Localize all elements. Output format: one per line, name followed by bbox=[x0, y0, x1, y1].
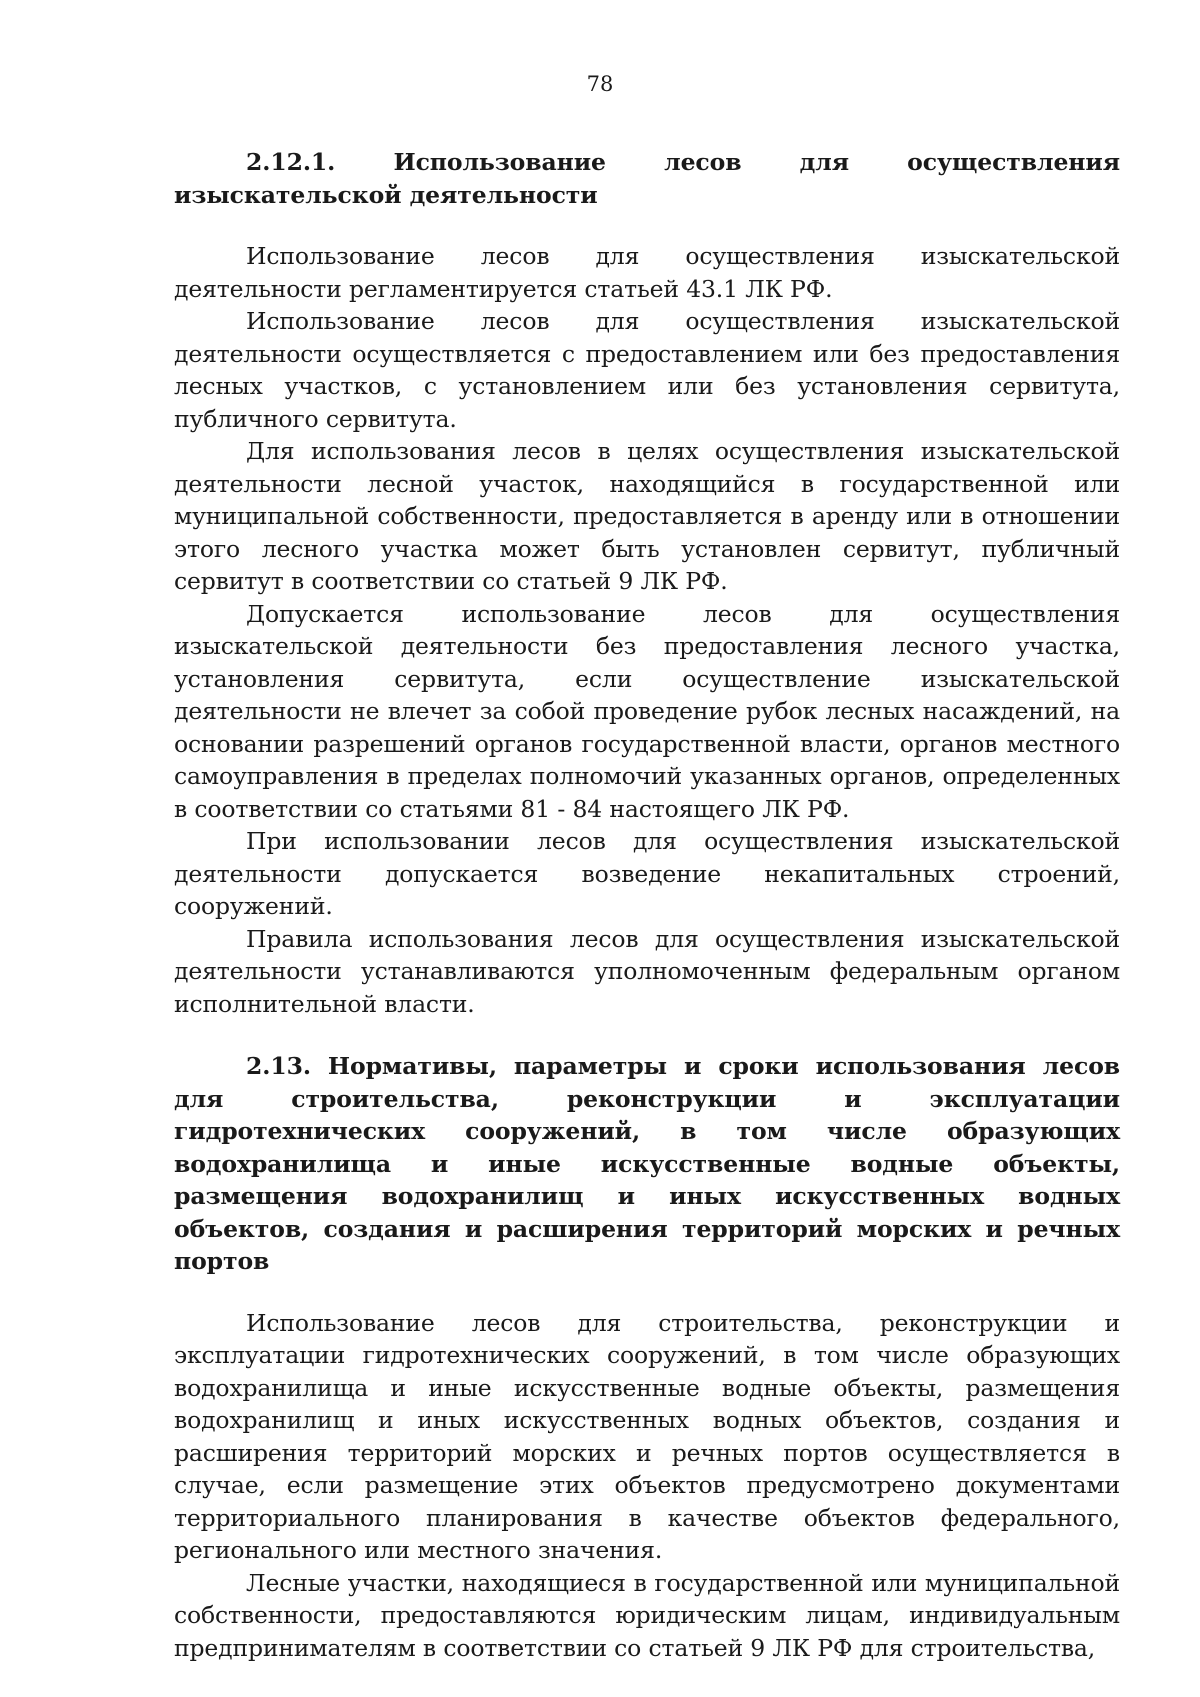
paragraph: Использование лесов для строительства, реконструкции и эксплуатации гидротехнических сооружений, в том числе образующих водохранилища и иные искусственные водные объекты, размещения водохранилищ и иных искусственных водных объектов, создания и расширения территорий морских и речных портов осуществляется в случае, если размещение этих объектов предусмотрено документами территориального планирования в качестве объектов федерального, регионального или местного значения. bbox=[174, 1308, 1120, 1564]
spacer bbox=[174, 1020, 1120, 1050]
paragraph: Лесные участки, находящиеся в государственной или муниципальной собственности, предоставляются юридическим лицам, индивидуальным предпринимателям в соответствии со статьей 9 ЛК РФ для строительства, bbox=[174, 1568, 1120, 1662]
paragraph: Для использования лесов в целях осуществления изыскательской деятельности лесной участок, находящийся в государственной или муниципальной собственности, предоставляется в аренду или в отношении этого лесного участка может быть установлен сервитут, публичный сервитут в соответствии со статьей 9 ЛК РФ. bbox=[174, 437, 1120, 595]
document-body bbox=[174, 146, 1120, 1664]
paragraph: Допускается использование лесов для осуществления изыскательской деятельности без предоставления лесного участка, установления сервитута, если осуществление изыскательской деятельности не влечет за собой проведение рубок лесных насаждений, на основании разрешений органов государственной власти, органов местного самоуправления в пределах полномочий указанных органов, определенных в соответствии со статьями 81 - 84 настоящего ЛК РФ. bbox=[174, 599, 1120, 823]
paragraph: Использование лесов для осуществления изыскательской деятельности осуществляется с предоставлением или без предоставления лесных участков, с установлением или без установления сервитута, публичного сервитута. bbox=[174, 307, 1120, 433]
paragraph: Использование лесов для осуществления изыскательской деятельности регламентируется статьей 43.1 ЛК РФ. bbox=[174, 242, 1120, 303]
section-heading-2-12-1: 2.12.1. Использование лесов для осуществления изыскательской деятельности bbox=[174, 148, 1120, 209]
page-number: 78 bbox=[586, 72, 614, 96]
paragraph: Правила использования лесов для осуществления изыскательской деятельности устанавливаются уполномоченным федеральным органом исполнительной власти. bbox=[174, 924, 1120, 1018]
spacer bbox=[174, 211, 1120, 240]
paragraph: При использовании лесов для осуществления изыскательской деятельности допускается возведение некапитальных строений, сооружений. bbox=[174, 827, 1120, 920]
section-heading-2-13: 2.13. Нормативы, параметры и сроки использования лесов для строительства, реконструкции и эксплуатации гидротехнических сооружений, в том числе образующих водохранилища и иные искусственные водные объекты, размещения водохранилищ и иных искусственных водных объектов, создания и расширения территорий морских и речных портов bbox=[174, 1052, 1120, 1275]
spacer bbox=[174, 1278, 1120, 1307]
